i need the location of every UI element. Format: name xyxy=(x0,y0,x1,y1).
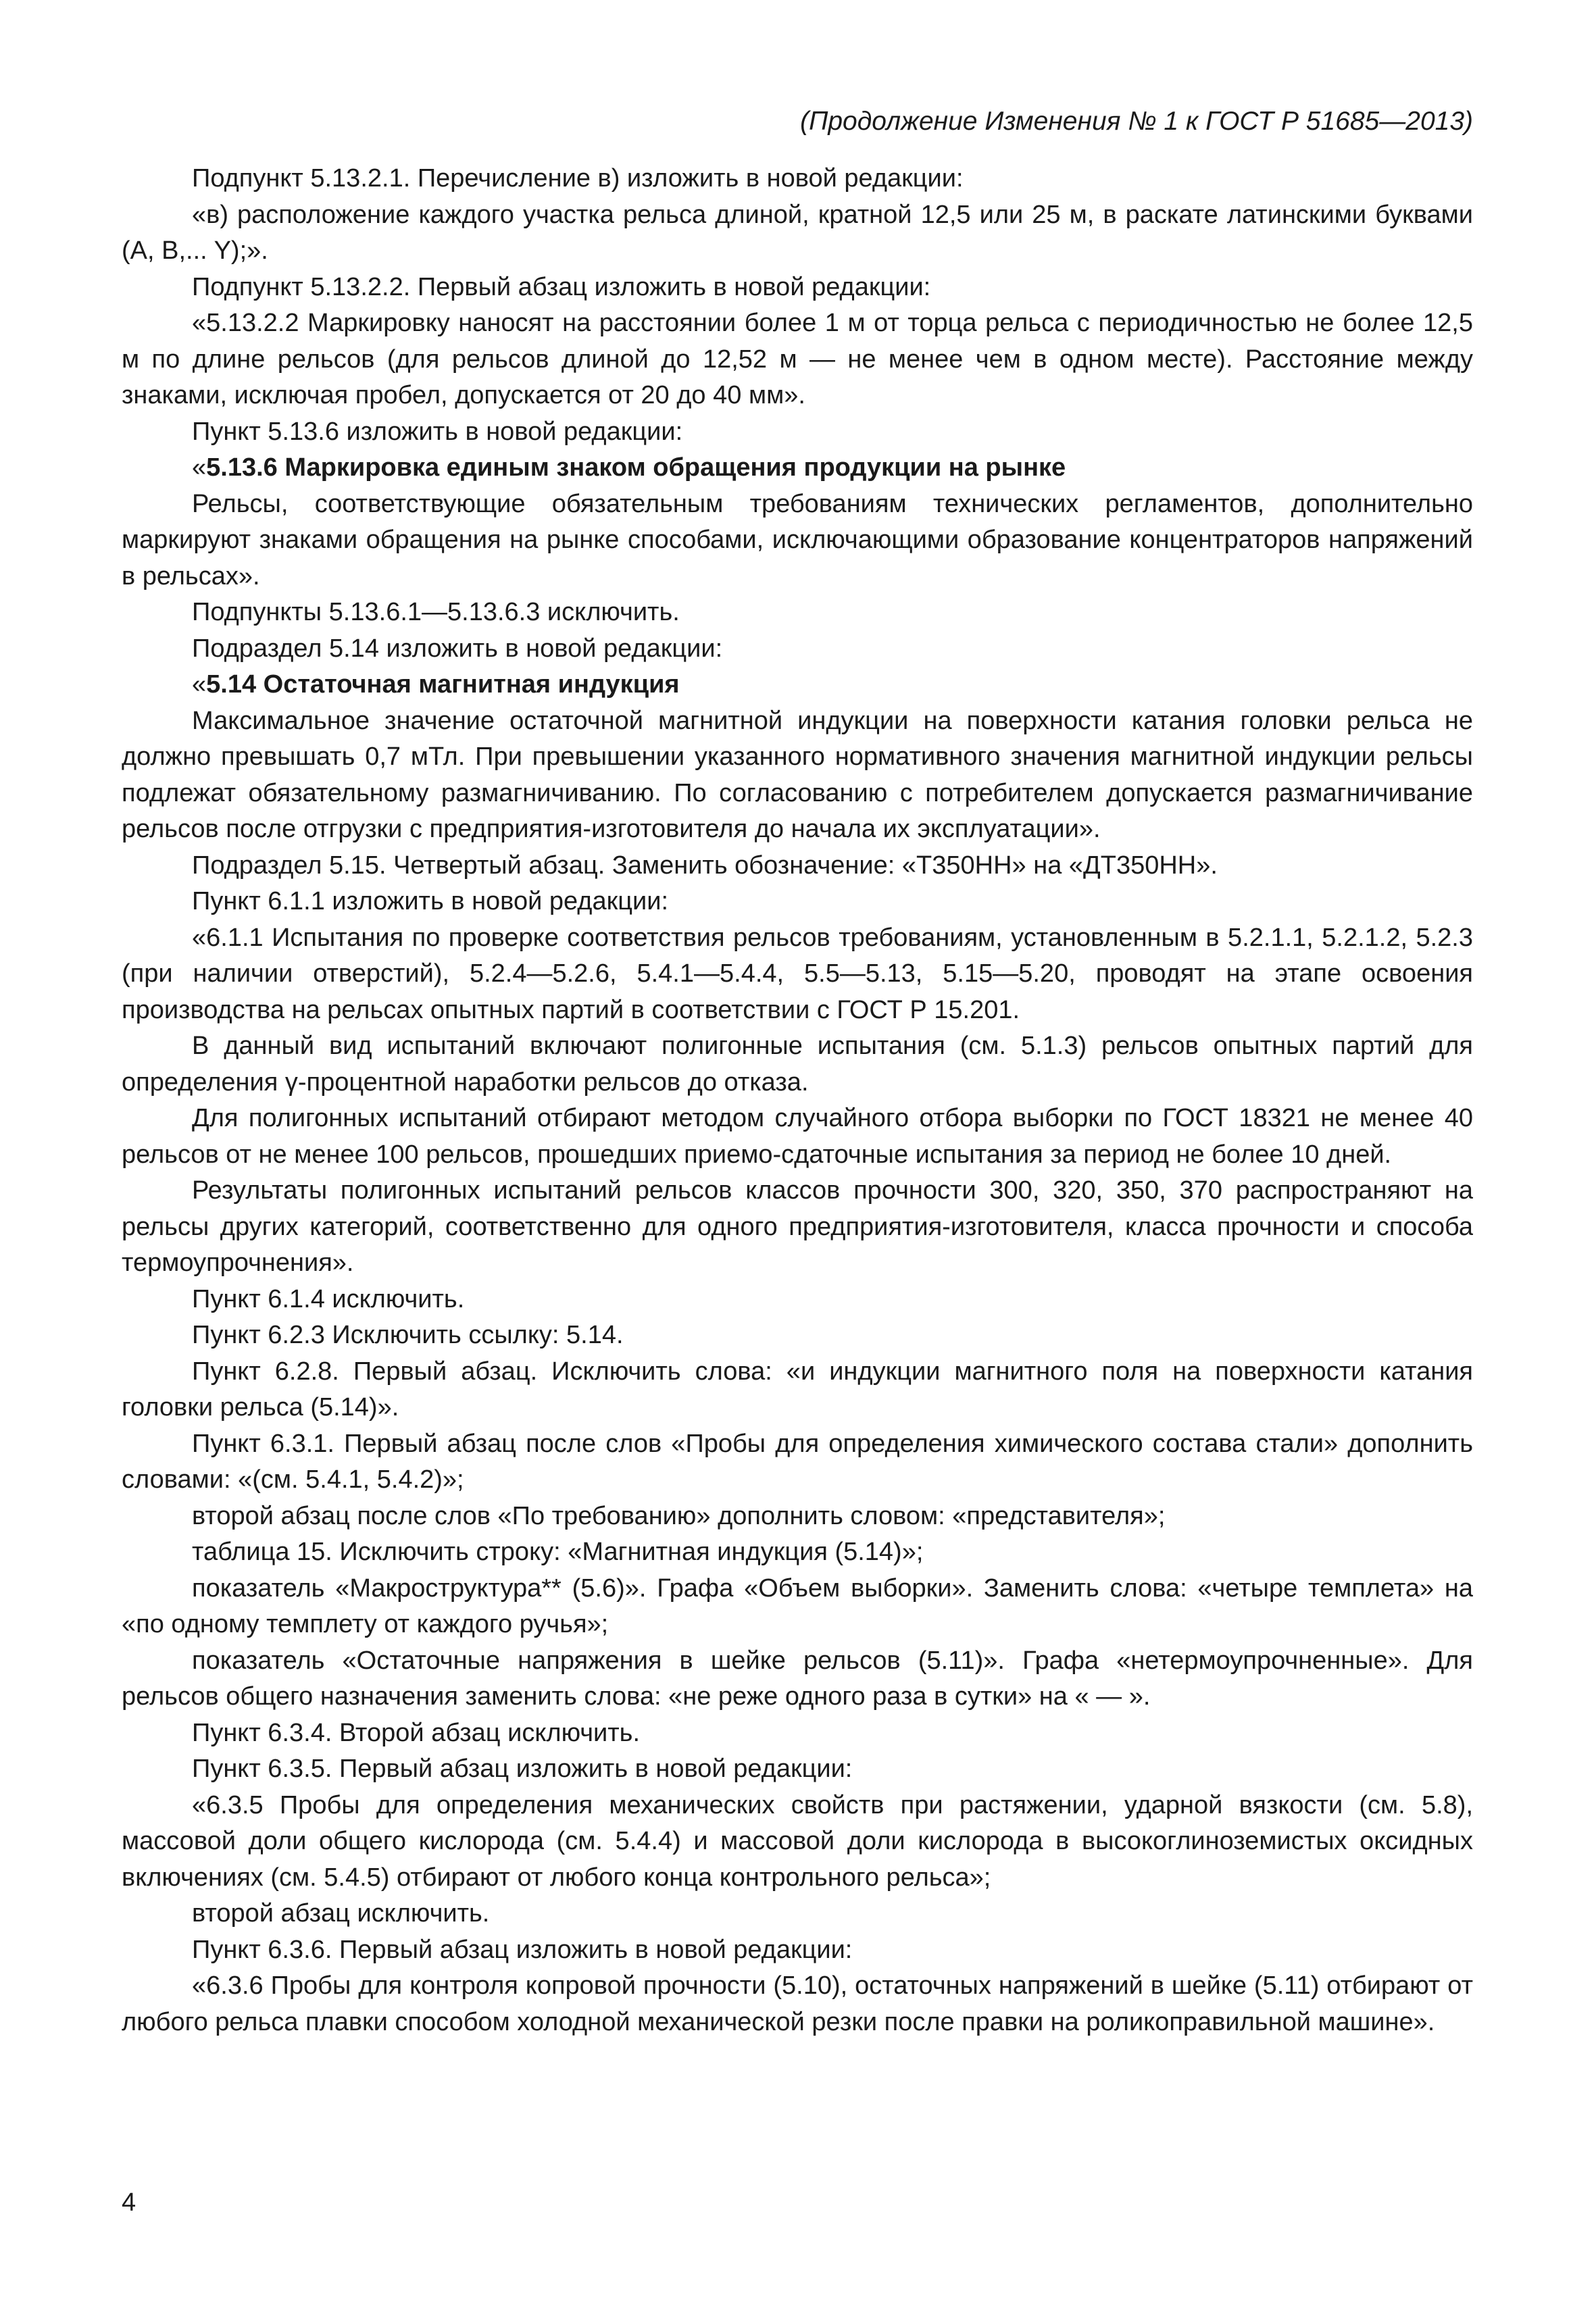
paragraph: Пункт 6.1.4 исключить. xyxy=(192,1284,465,1313)
paragraph: Пункт 6.3.6. Первый абзац изложить в новой редакции: xyxy=(192,1935,853,1964)
section-heading-5-13-6 xyxy=(122,450,1473,486)
paragraph: «6.1.1 Испытания по проверке соответствия рельсов требованиям, установленным в 5.2.1.1, 5.2.1.2, 5.2.3 (при наличии отверстий), 5.2.4—5.2.6, 5.4.1—5.4.4, 5.5—5.13, 5.15—5.20, проводят на этапе освоения производства на рельсах опытных партий в соответствии с ГОСТ Р 15.201. xyxy=(122,923,1473,1024)
paragraph: Подпункт 5.13.2.1. Перечисление в) изложить в новой редакции: xyxy=(192,164,964,193)
paragraph: Подпункты 5.13.6.1—5.13.6.3 исключить. xyxy=(192,598,680,626)
paragraph: «6.3.5 Пробы для определения механических свойств при растяжении, ударной вязкости (см. 5.8), массовой доли общего кислорода (см. 5.4.4) и массовой доли кислорода в высокоглиноземистых оксидных включениях (см. 5.4.5) отбирают от любого конца контрольного рельса»; xyxy=(122,1790,1473,1892)
paragraph: Пункт 6.3.5. Первый абзац изложить в новой редакции: xyxy=(192,1755,853,1783)
heading-text: 5.14 Остаточная магнитная индукция xyxy=(206,670,680,699)
paragraph: Рельсы, соответствующие обязательным требованиям технических регламентов, дополнительно маркируют знаками обращения на рынке способами, исключающими образование концентраторов напряжений в рельсах». xyxy=(122,489,1473,590)
paragraph: Для полигонных испытаний отбирают методом случайного отбора выборки по ГОСТ 18321 не менее 40 рельсов от не менее 100 рельсов, прошедших приемо-сдаточные испытания за период не более 10 дней. xyxy=(122,1104,1473,1169)
open-quote: « xyxy=(192,670,207,699)
heading-text: 5.13.6 Маркировка единым знаком обращения продукции на рынке xyxy=(206,453,1066,482)
paragraph: «в) расположение каждого участка рельса длиной, кратной 12,5 или 25 м, в раскате латинскими буквами (A, B,... Y);». xyxy=(122,200,1473,265)
paragraph: Подпункт 5.13.2.2. Первый абзац изложить в новой редакции: xyxy=(192,272,931,301)
paragraph: Пункт 6.3.4. Второй абзац исключить. xyxy=(192,1718,641,1747)
paragraph: показатель «Остаточные напряжения в шейке рельсов (5.11)». Графа «нетермоупрочненные». Для рельсов общего назначения заменить слова: «не реже одного раза в сутки» на « — ». xyxy=(122,1646,1473,1711)
page-content xyxy=(122,101,1473,2263)
document-body xyxy=(122,161,1473,2040)
paragraph: «6.3.6 Пробы для контроля копровой прочности (5.10), остаточных напряжений в шейке (5.11) отбирают от любого рельса плавки способом холодной механической резки после правки на роликоправильной машине». xyxy=(122,1971,1473,2036)
paragraph: Подраздел 5.14 изложить в новой редакции: xyxy=(192,634,723,663)
paragraph: «5.13.2.2 Маркировку наносят на расстоянии более 1 м от торца рельса с периодичностью не более 12,5 м по длине рельсов (для рельсов длиной до 12,52 м — не менее чем в одном месте). Расстояние между знаками, исключая пробел, допускается от 20 до 40 мм». xyxy=(122,309,1473,409)
section-heading-5-14 xyxy=(122,667,1473,703)
paragraph: Результаты полигонных испытаний рельсов классов прочности 300, 320, 350, 370 распространяют на рельсы других категорий, соответственно для одного предприятия-изготовителя, класса прочности и способа термоупрочнения». xyxy=(122,1176,1473,1277)
paragraph: второй абзац исключить. xyxy=(192,1899,490,1928)
paragraph: Пункт 5.13.6 изложить в новой редакции: xyxy=(192,417,683,446)
paragraph: таблица 15. Исключить строку: «Магнитная индукция (5.14)»; xyxy=(192,1538,924,1566)
paragraph: Пункт 6.2.8. Первый абзац. Исключить слова: «и индукции магнитного поля на поверхности катания головки рельса (5.14)». xyxy=(122,1357,1473,1422)
page-header: (Продолжение Изменения № 1 к ГОСТ Р 51685—2013) xyxy=(800,107,1473,136)
paragraph: Максимальное значение остаточной магнитной индукции на поверхности катания головки рельса не должно превышать 0,7 мТл. При превышении указанного нормативного значения магнитной индукции рельсы подлежат обязательному размагничиванию. По согласованию с потребителем допускается размагничивание рельсов после отгрузки с предприятия-изготовителя до начала их эксплуатации». xyxy=(122,706,1473,843)
page-number: 4 xyxy=(122,2188,136,2217)
paragraph: В данный вид испытаний включают полигонные испытания (см. 5.1.3) рельсов опытных партий для определения γ-процентной наработки рельсов до отказа. xyxy=(122,1032,1473,1097)
open-quote: « xyxy=(192,453,207,482)
paragraph: Пункт 6.1.1 изложить в новой редакции: xyxy=(192,887,669,915)
paragraph: Пункт 6.3.1. Первый абзац после слов «Пробы для определения химического состава стали» дополнить словами: «(см. 5.4.1, 5.4.2)»; xyxy=(122,1429,1473,1494)
paragraph: показатель «Макроструктура** (5.6)». Графа «Объем выборки». Заменить слова: «четыре темплета» на «по одному темплету от каждого ручья»; xyxy=(122,1574,1473,1638)
paragraph: Пункт 6.2.3 Исключить ссылку: 5.14. xyxy=(192,1321,624,1349)
paragraph: Подраздел 5.15. Четвертый абзац. Заменить обозначение: «Т350НН» на «ДТ350НН». xyxy=(192,851,1218,880)
paragraph: второй абзац после слов «По требованию» дополнить словом: «представителя»; xyxy=(192,1501,1166,1530)
